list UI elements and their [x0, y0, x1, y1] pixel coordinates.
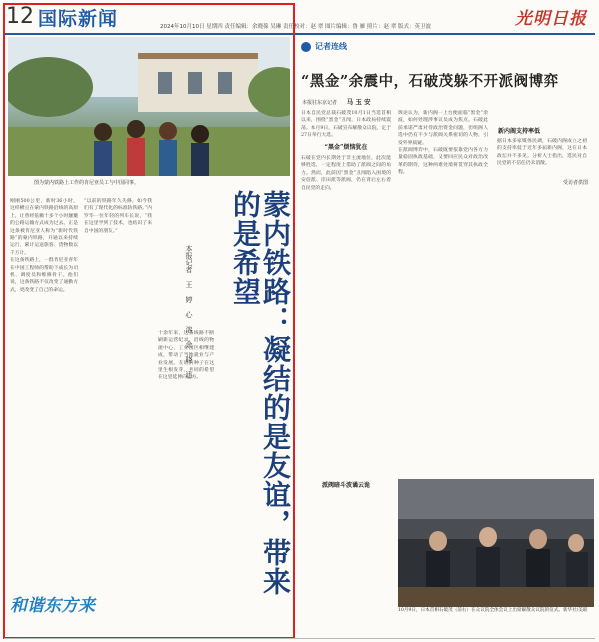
column-logo: [6, 587, 286, 623]
byline-label: 本报驻东京记者: [302, 100, 338, 106]
feature-headline: “黑金”余震中，石破茂躲不开派阀博弈: [301, 73, 559, 90]
feature-body-column-2: [398, 110, 488, 470]
feature-body-column-3: [497, 138, 587, 468]
paragraph: 刚刚500公里，新时36小时，这样横亘在蒙内铁路沿线的高原上，让曾经依赖十多个小时颠簸的公路运输方式成为过去。正是这条被肯尼亚人称为“新时代铁路”的蒙内铁路，开通以来持续运行，累计运送旅客、货物数以千万计。: [10, 199, 78, 256]
footer-rule: [4, 638, 595, 639]
lead-photo-credit: 受访者供图: [562, 180, 588, 186]
feature-byline: [302, 97, 371, 106]
lead-body-column-2: [84, 198, 152, 583]
masthead: 光明日报: [515, 9, 587, 29]
feature-kicker: 记者连线: [315, 42, 347, 51]
feature-body-column-4: [301, 478, 391, 628]
paragraph: “以前的铁路年久失修，如今我们有了现代化的标准轨铁路。”内罗毕一位年轻的列车长说，“我在这里学到了技术，也结识了来自中国的朋友。”: [84, 199, 152, 234]
section-title: 国际新闻: [38, 8, 119, 30]
lead-headline: 蒙内铁路：凝结的是友谊，带来的是希望: [229, 190, 292, 596]
paragraph: 据日本多家媒体民调，石破内阁成立之初的支持率低于近年多届新内阁，这在日本政坛并不多见。分析人士指出，选民对自民党的不信任仍未消散。: [497, 139, 587, 167]
lead-photo-caption: 图为蒙内铁路上工作的肯尼亚员工与中国同事。: [34, 180, 140, 186]
paragraph: 日本自民党总裁石破茂10月1日当选首相以来，围绕“黑金”丑闻，日本政局持续震荡。本月9日，石破宣布解散众议院，定于27日举行大选。: [301, 111, 391, 139]
paragraph: 在这条铁路上，一群肯尼亚青年在中国工程师的帮助下成长为司机、调度员和维修骨干。他们说，这条铁路不仅改变了通勤方式，更改变了自己的命运。: [10, 258, 78, 293]
feature-photo: [398, 479, 594, 607]
feature-subhead: “黑金”烦恼犹在: [324, 143, 368, 151]
dateline: 2024年10月10日 星期四 责任编辑：余晓葆 吴琳 责任校对：赵 翠 图片编辑：鲁 雁 照片：赵 翠 版式：英卫波: [160, 24, 431, 30]
lead-photo: [8, 37, 290, 176]
lead-byline: 本报记者 王 婷 心 溶 余 晓 迅: [185, 245, 193, 378]
paragraph: 十余年来，这条线路不断刷新运营纪录。沿线的物流中心、工业园区相继建成，带动了当地就业与产业发展。友谊的种子在这里生根发芽，共同的希望在这里延伸向远方。: [158, 331, 214, 381]
feature-photo-caption: 10月9日，日本首相石破茂（前右）在众议院全体会议上出席解散众议院的仪式。新华社/美联: [398, 608, 588, 613]
feature-subhead: 新内阁支持率低: [498, 128, 541, 135]
feature-subhead: 派阀暗斗波谲云诡: [321, 482, 370, 489]
feature-body-column-1: [301, 110, 391, 470]
column-logo-text: 和谐东方来: [10, 596, 95, 616]
lead-body-column-3: [158, 330, 214, 582]
lead-body-column-1: [10, 198, 78, 583]
paragraph: 舆论认为，新内阁一上台便面临“黑金”余波，如何处理涉事议员成为焦点。石破此前承诺严肃对待政治资金问题，但组阁人选中仍有不少与派阀关系密切的人物，引发外界质疑。: [398, 111, 488, 146]
page-number: 12: [6, 4, 34, 29]
byline-name: 马 玉 安: [346, 98, 371, 106]
paragraph: 石破在党内长期处于非主流地位，此次能够胜选，一定程度上借助了派阀之间的角力。然而，此前因“黑金”丑闻陷入困境的安倍派、岸田派等派阀，仍在背后左右着自民党的走向。: [301, 156, 391, 191]
paragraph: 在派阀博弈中，石破既要依靠党内各方力量稳固执政基础，又要回应民众对政治改革的期待，这种两难处境将贯穿其执政全程。: [398, 148, 488, 176]
kicker-badge-icon: [301, 42, 311, 52]
